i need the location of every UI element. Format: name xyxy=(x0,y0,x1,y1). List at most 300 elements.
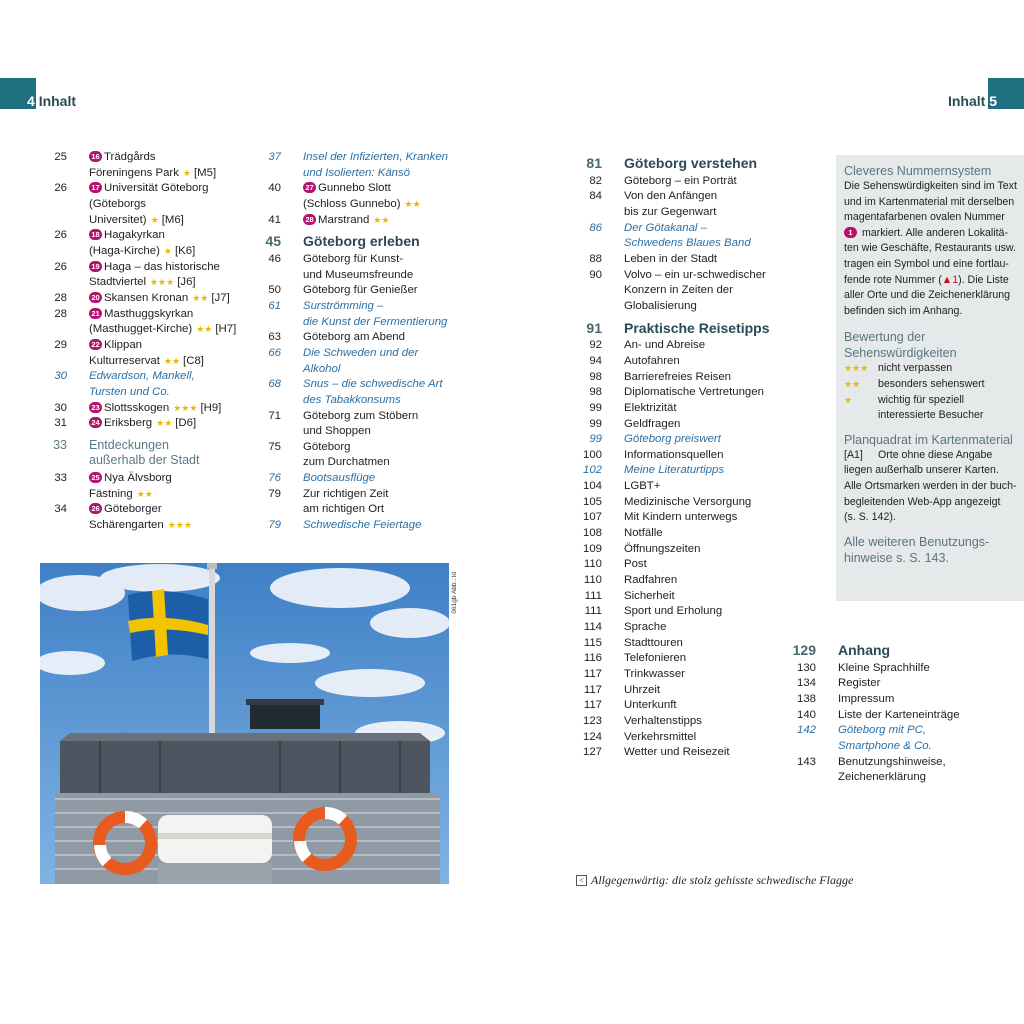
toc-line-text: LGBT+ xyxy=(624,480,661,493)
toc-entry-line xyxy=(624,268,794,284)
toc-entry-title xyxy=(624,589,794,605)
toc-entry xyxy=(574,683,794,699)
toc-entry-line xyxy=(303,213,456,229)
toc-entry-line xyxy=(89,338,255,354)
toc-entry-title xyxy=(624,651,794,667)
toc-line-text: Praktische Reisetipps xyxy=(624,319,770,336)
toc-entry xyxy=(780,692,970,708)
toc-entry xyxy=(574,542,794,558)
toc-entry xyxy=(256,377,456,408)
toc-entry xyxy=(574,354,794,370)
toc-page-number: 30 xyxy=(54,370,67,383)
toc-entry xyxy=(256,181,456,212)
toc-line-text: zum Durchatmen xyxy=(303,456,390,469)
toc-entry-line xyxy=(89,275,255,291)
toc-line-text: Globalisierung xyxy=(624,299,697,312)
toc-entry-line xyxy=(89,260,255,276)
rating-stars-icon: ★★★ xyxy=(149,277,175,288)
toc-entry xyxy=(574,385,794,401)
toc-entry-line xyxy=(624,651,794,667)
rating-stars-icon: ★★ xyxy=(163,355,181,366)
toc-entry-line xyxy=(89,213,255,229)
info-title-line: Sehenswürdigkeiten xyxy=(844,346,957,361)
toc-line-text: Wetter und Reisezeit xyxy=(624,746,730,759)
toc-entry xyxy=(574,479,794,495)
grid-reference: [M6] xyxy=(161,213,184,226)
toc-line-text: Von den Anfängen xyxy=(624,190,718,203)
toc-entry-line xyxy=(624,698,794,714)
toc-entry-line xyxy=(303,197,456,213)
toc-page-number: 61 xyxy=(268,299,281,312)
toc-entry-title xyxy=(624,730,794,746)
sight-number-badge: 21 xyxy=(89,308,102,319)
rating-legend-text: interessierte Besucher xyxy=(878,409,984,422)
toc-line-text: Fästning xyxy=(89,487,133,500)
caption-text: Allgegenwärtig: die stolz gehisste schwedische Flagge xyxy=(591,873,854,887)
info-line: aller Orte und die Zeichenerklärung xyxy=(844,289,1011,302)
page-number-right: 5 xyxy=(989,93,997,109)
toc-entry-title xyxy=(89,338,255,369)
toc-entry-line xyxy=(89,244,255,260)
toc-page-number: 63 xyxy=(268,331,281,344)
toc-entry xyxy=(574,495,794,511)
info-line-part: ). Die Liste xyxy=(958,273,1009,286)
toc-entry-title xyxy=(838,676,970,692)
toc-line-text: Meine Literaturtipps xyxy=(624,464,725,477)
sight-number-badge: 27 xyxy=(303,182,316,193)
rating-legend-row xyxy=(844,361,1018,377)
toc-line-text: Masthuggskyrkan xyxy=(104,307,194,320)
toc-entry xyxy=(256,409,456,440)
toc-page-number: 143 xyxy=(796,755,816,768)
page-number-left: 4 xyxy=(27,93,35,109)
toc-page-number: 134 xyxy=(796,677,816,690)
toc-entry xyxy=(574,714,794,730)
toc-entry-line xyxy=(624,205,794,221)
sight-number-badge: 17 xyxy=(89,182,102,193)
toc-line-text: Hagakyrkan xyxy=(104,229,165,242)
toc-entry-line xyxy=(624,714,794,730)
toc-entry-title xyxy=(838,643,970,659)
toc-entry-line xyxy=(624,636,794,652)
toc-entry-title xyxy=(89,228,255,259)
toc-entry-line xyxy=(303,409,456,425)
toc-page-number: 81 xyxy=(586,155,602,171)
toc-entry xyxy=(574,338,794,354)
toc-line-text: Föreningens Park xyxy=(89,166,179,179)
toc-entry xyxy=(40,307,255,338)
toc-entry xyxy=(574,156,794,172)
toc-page-number: 33 xyxy=(54,472,67,485)
toc-entry-line xyxy=(303,471,456,487)
toc-entry-title xyxy=(624,401,794,417)
toc-entry-line xyxy=(624,589,794,605)
toc-entry xyxy=(40,369,255,400)
info-text-grid xyxy=(844,448,1018,526)
toc-line-text: des Tabakkonsums xyxy=(303,393,401,406)
toc-entry xyxy=(40,181,255,228)
toc-page-number: 138 xyxy=(796,692,816,705)
toc-entry-line xyxy=(89,291,255,307)
rating-legend-row xyxy=(844,377,1018,393)
toc-entry-title xyxy=(624,432,794,448)
sight-number-badge: 20 xyxy=(89,292,102,303)
toc-line-text: Göteborg erleben xyxy=(303,233,420,250)
toc-entry-line xyxy=(303,150,456,166)
toc-line-text: Göteborg für Genießer xyxy=(303,284,418,297)
info-title-line: Alle weiteren Benutzungs- xyxy=(844,534,990,549)
toc-entry xyxy=(574,432,794,448)
toc-entry-line xyxy=(624,321,794,337)
toc-entry xyxy=(40,150,255,181)
toc-line-text: Liste der Karteneinträge xyxy=(838,708,960,721)
toc-line-text: Volvo – ein ur-schwedischer xyxy=(624,268,766,281)
toc-page-number: 79 xyxy=(268,519,281,532)
toc-entry xyxy=(574,698,794,714)
toc-entry-title xyxy=(624,174,794,190)
sight-number-badge: 25 xyxy=(89,472,102,483)
toc-page-number: 107 xyxy=(582,511,602,524)
red-number-icon: ▲1 xyxy=(941,273,959,286)
toc-entry xyxy=(780,708,970,724)
info-line: (s. S. 142). xyxy=(844,511,896,524)
header-left xyxy=(27,93,76,109)
toc-entry-title xyxy=(624,189,794,220)
toc-page-number: 76 xyxy=(268,472,281,485)
toc-entry-line xyxy=(624,174,794,190)
toc-entry xyxy=(256,330,456,346)
toc-entry-line xyxy=(303,330,456,346)
grid-reference: [K6] xyxy=(174,244,196,257)
toc-line-text: Schwedens Blaues Band xyxy=(624,237,751,250)
toc-page-number: 117 xyxy=(583,668,602,680)
toc-entry-title xyxy=(303,377,456,408)
toc-entry-line xyxy=(303,487,456,503)
toc-line-text: Sprache xyxy=(624,621,667,634)
toc-page-number: 94 xyxy=(589,354,602,367)
toc-entry-title xyxy=(624,620,794,636)
toc-line-text: Kulturreservat xyxy=(89,354,160,367)
sight-number-badge: 28 xyxy=(303,214,316,225)
toc-entry-title xyxy=(303,181,456,212)
toc-page-number: 26 xyxy=(54,260,67,273)
toc-entry-title xyxy=(303,471,456,487)
toc-entry xyxy=(574,604,794,620)
toc-entry-title xyxy=(89,291,255,307)
info-box xyxy=(836,155,1024,601)
toc-entry-line xyxy=(624,510,794,526)
rating-stars-icon: ★★ xyxy=(136,488,153,499)
toc-entry-title xyxy=(838,755,970,786)
toc-entry-line xyxy=(303,315,456,331)
toc-page-number: 79 xyxy=(268,487,281,500)
toc-entry-line xyxy=(303,393,456,409)
toc-entry xyxy=(574,252,794,268)
toc-entry-title xyxy=(89,369,255,400)
rating-stars-icon: ★★ xyxy=(844,378,861,389)
toc-line-text: Elektrizität xyxy=(624,401,677,414)
rating-stars-icon: ★★ xyxy=(373,214,390,225)
info-line: befinden sich im Anhang. xyxy=(844,304,963,317)
toc-line-text: Konzern in Zeiten der xyxy=(624,284,733,297)
toc-entry-title xyxy=(838,661,970,677)
toc-entry-line xyxy=(89,438,255,454)
toc-page-number: 88 xyxy=(589,252,602,265)
rating-stars-icon: ★★★ xyxy=(844,363,869,374)
toc-entry-title xyxy=(89,260,255,291)
toc-entry-line xyxy=(624,417,794,433)
toc-line-text: bis zur Gegenwart xyxy=(624,205,717,218)
toc-line-text: Impressum xyxy=(838,692,895,705)
toc-entry xyxy=(40,291,255,307)
toc-line-text: Snus – die schwedische Art xyxy=(303,378,443,391)
sight-number-badge: 16 xyxy=(89,151,102,162)
rating-stars-icon: ★★★ xyxy=(167,520,192,531)
toc-entry-title xyxy=(89,401,255,417)
photo-credit: 061gb Abb.: ld xyxy=(451,572,458,614)
toc-page-number: 40 xyxy=(268,182,281,195)
toc-entry xyxy=(40,228,255,259)
toc-entry-line xyxy=(89,150,255,166)
photo-ferry-flag xyxy=(40,563,449,884)
toc-entry xyxy=(574,268,794,315)
toc-entry-line xyxy=(624,221,794,237)
info-title-rating xyxy=(844,329,1018,361)
toc-page-number: 117 xyxy=(583,683,602,696)
toc-entry-title xyxy=(838,723,970,754)
info-line: Die Sehenswürdigkeiten sind im Text xyxy=(844,180,1017,192)
toc-entry-title xyxy=(303,487,456,518)
toc-entry xyxy=(256,213,456,229)
toc-entry-line xyxy=(624,745,794,761)
toc-line-text: Informationsquellen xyxy=(624,448,724,461)
toc-line-text: Unterkunft xyxy=(624,699,677,712)
toc-page-number: 99 xyxy=(589,401,602,414)
toc-line-text: Leben in der Stadt xyxy=(624,252,718,265)
toc-page-number: 71 xyxy=(268,409,281,422)
toc-line-text: Sicherheit xyxy=(624,589,675,602)
toc-entry-line xyxy=(838,708,970,724)
toc-page-number: 111 xyxy=(584,605,602,618)
toc-line-text: Stadttouren xyxy=(624,636,683,649)
toc-entry-title xyxy=(624,667,794,683)
sight-number-badge: 19 xyxy=(89,261,102,272)
toc-entry-title xyxy=(89,181,255,228)
info-line: liegen außerhalb unserer Karten. xyxy=(844,464,999,477)
toc-entry-title xyxy=(624,417,794,433)
toc-line-text: und Museumsfreunde xyxy=(303,268,414,281)
toc-entry-title xyxy=(89,150,255,181)
rating-stars-icon xyxy=(844,408,878,424)
toc-page-number: 86 xyxy=(589,221,602,234)
toc-entry-line xyxy=(624,432,794,448)
info-line: ten wie Geschäfte, Restaurants usw. xyxy=(844,242,1016,255)
toc-page-number: 117 xyxy=(583,699,602,712)
toc-entry-title xyxy=(303,299,456,330)
toc-line-text: Trädgårds xyxy=(104,151,156,163)
toc-line-text: Sport und Erholung xyxy=(624,605,723,618)
photo-caption xyxy=(576,873,853,888)
toc-entry-line xyxy=(303,502,456,518)
toc-entry-title xyxy=(838,708,970,724)
toc-entry xyxy=(574,174,794,190)
toc-line-text: Insel der Infizierten, Kranken xyxy=(303,151,448,163)
toc-entry xyxy=(574,370,794,386)
toc-entry-title xyxy=(624,714,794,730)
toc-entry xyxy=(256,440,456,471)
grid-reference: [J7] xyxy=(211,291,230,304)
toc-entry-line xyxy=(303,440,456,456)
toc-entry-title xyxy=(303,518,456,534)
toc-entry-line xyxy=(624,401,794,417)
toc-page-number: 84 xyxy=(589,190,602,203)
toc-line-text: Uhrzeit xyxy=(624,683,661,696)
sight-number-badge: 18 xyxy=(89,229,102,240)
toc-entry xyxy=(574,526,794,542)
toc-line-text: Tursten und Co. xyxy=(89,385,170,398)
toc-entry xyxy=(40,338,255,369)
rating-stars-icon: ★★ xyxy=(156,418,173,429)
toc-entry-line xyxy=(89,385,255,401)
toc-entry-title xyxy=(624,463,794,479)
toc-line-text: Göteborger xyxy=(104,503,162,516)
toc-page-number: 45 xyxy=(265,233,281,250)
toc-page-number: 29 xyxy=(54,338,67,351)
toc-entry-title xyxy=(624,479,794,495)
toc-line-text: Göteborg verstehen xyxy=(624,155,758,171)
toc-entry-title xyxy=(89,502,255,533)
toc-line-text: Kleine Sprachhilfe xyxy=(838,661,930,674)
toc-entry xyxy=(780,723,970,754)
toc-line-text: Geldfragen xyxy=(624,417,681,430)
toc-page-number: 114 xyxy=(583,621,602,634)
toc-line-text: Anhang xyxy=(838,642,891,658)
toc-entry-title xyxy=(624,557,794,573)
toc-entry-title xyxy=(624,683,794,699)
toc-entry xyxy=(40,260,255,291)
toc-page-number: 26 xyxy=(54,182,67,195)
toc-entry xyxy=(40,438,255,469)
toc-line-text: Göteborg am Abend xyxy=(303,331,405,344)
toc-entry xyxy=(256,518,456,534)
rating-stars-icon: ★ xyxy=(150,214,159,225)
toc-line-text: Post xyxy=(624,558,647,571)
toc-line-text: Trinkwasser xyxy=(624,668,685,680)
toc-entry-title xyxy=(624,495,794,511)
toc-line-text: Marstrand xyxy=(318,213,370,226)
toc-entry-line xyxy=(624,299,794,315)
toc-page-number: 90 xyxy=(589,268,602,281)
sight-number-badge: 26 xyxy=(89,503,102,514)
toc-line-text: außerhalb der Stadt xyxy=(89,453,200,468)
grid-reference: [H7] xyxy=(215,323,237,336)
toc-line-text: Göteborg zum Stöbern xyxy=(303,409,419,422)
toc-entry-line xyxy=(624,604,794,620)
toc-page-number: 116 xyxy=(583,652,602,665)
toc-entry xyxy=(574,573,794,589)
toc-entry xyxy=(256,471,456,487)
toc-column-1 xyxy=(40,150,255,534)
info-line-part: markiert. Alle anderen Lokalitä- xyxy=(859,226,1008,239)
toc-entry xyxy=(574,557,794,573)
toc-line-text: Der Götakanal – xyxy=(624,221,707,234)
info-line-part: Orte ohne diese Angabe xyxy=(878,448,993,461)
toc-line-text: Nya Älvsborg xyxy=(104,472,172,485)
toc-page-number: 30 xyxy=(54,401,67,414)
toc-entry-title xyxy=(303,252,456,283)
toc-entry-title xyxy=(624,510,794,526)
toc-entry-title xyxy=(303,283,456,299)
toc-entry-line xyxy=(624,283,794,299)
toc-page-number: 92 xyxy=(589,339,602,352)
info-line: und im Kartenmaterial mit derselben xyxy=(844,195,1015,208)
toc-entry-line xyxy=(624,730,794,746)
toc-entry-line xyxy=(303,377,456,393)
sight-number-badge: 22 xyxy=(89,339,102,350)
toc-line-text: Diplomatische Vertretungen xyxy=(624,386,764,399)
rating-stars-icon: ★ xyxy=(182,167,191,178)
toc-entry-title xyxy=(624,542,794,558)
grid-reference: [H9] xyxy=(200,401,222,414)
toc-entry xyxy=(574,448,794,464)
info-line: begleitenden Web-App angezeigt xyxy=(844,495,1001,508)
toc-line-text: die Kunst der Fermentierung xyxy=(303,315,448,328)
toc-entry-line xyxy=(624,448,794,464)
toc-page-number: 50 xyxy=(268,284,281,297)
toc-line-text: Barrierefreies Reisen xyxy=(624,370,731,383)
toc-entry-line xyxy=(303,283,456,299)
toc-line-text: Telefonieren xyxy=(624,652,687,665)
toc-entry-title xyxy=(303,330,456,346)
toc-entry-line xyxy=(303,181,456,197)
toc-entry-line xyxy=(89,166,255,182)
toc-entry-title xyxy=(624,370,794,386)
toc-page-number: 28 xyxy=(54,307,67,320)
toc-entry-title xyxy=(89,307,255,338)
toc-line-text: und Isolierten: Känsö xyxy=(303,166,411,179)
toc-entry-line xyxy=(838,643,970,659)
info-line xyxy=(844,273,1018,289)
toc-line-text: Benutzungshinweise, xyxy=(838,755,946,768)
toc-line-text: Haga – das historische xyxy=(104,260,220,273)
toc-entry-title xyxy=(624,636,794,652)
toc-line-text: Surströmming – xyxy=(303,299,384,312)
toc-line-text: am richtigen Ort xyxy=(303,503,385,516)
toc-entry xyxy=(574,667,794,683)
toc-page-number: 37 xyxy=(268,151,281,163)
toc-page-number: 130 xyxy=(796,661,816,674)
toc-page-number: 98 xyxy=(589,370,602,383)
toc-line-text: Eriksberg xyxy=(104,417,153,430)
toc-line-text: Smartphone & Co. xyxy=(838,739,932,752)
toc-entry xyxy=(574,321,794,337)
info-line xyxy=(844,226,1018,242)
toc-entry-line xyxy=(624,620,794,636)
toc-line-text: Zeichenerklärung xyxy=(838,771,927,784)
toc-line-text: Radfahren xyxy=(624,574,678,587)
toc-line-text: An- und Abreise xyxy=(624,339,706,352)
toc-line-text: Verkehrsmittel xyxy=(624,730,697,743)
info-line xyxy=(844,448,1018,464)
toc-page-number: 41 xyxy=(268,213,281,226)
header-title-right: Inhalt xyxy=(947,93,986,109)
toc-entry-title xyxy=(624,745,794,761)
header-title-left: Inhalt xyxy=(38,93,77,109)
toc-entry-line xyxy=(89,197,255,213)
toc-line-text: und Shoppen xyxy=(303,425,371,438)
toc-page-number: 28 xyxy=(54,291,67,304)
toc-page-number: 110 xyxy=(583,558,602,571)
